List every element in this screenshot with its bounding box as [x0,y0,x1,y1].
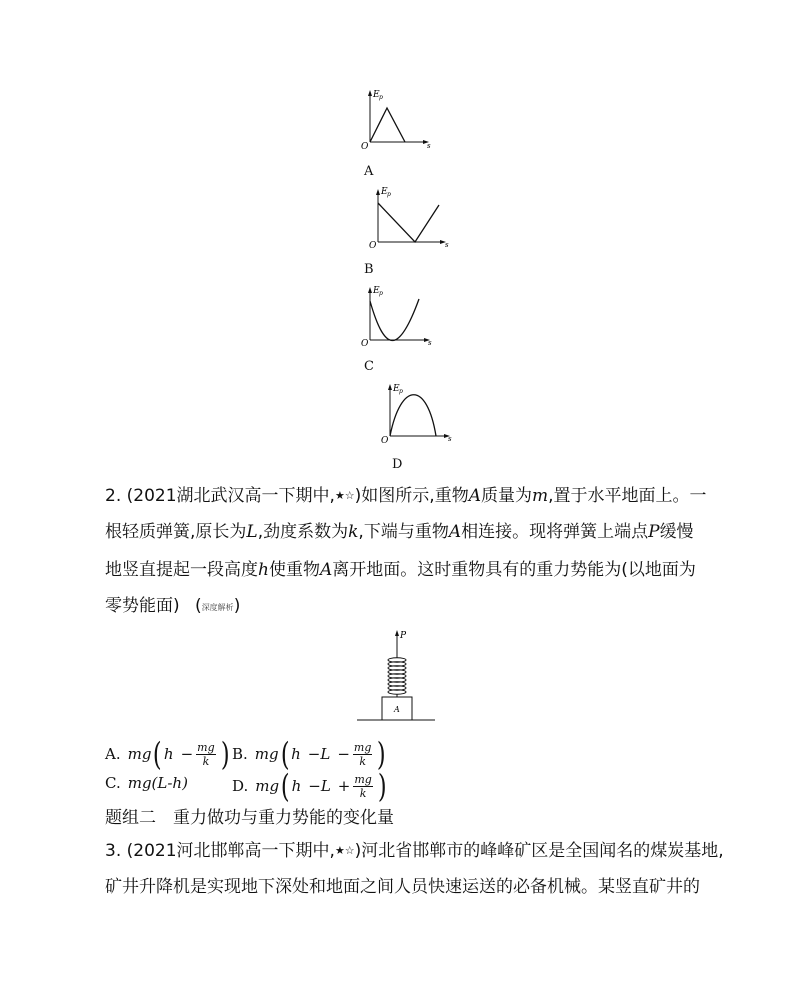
graph-a [355,88,440,154]
svg-text:E: E [373,286,380,296]
graph-d-curve [390,395,436,436]
graph-d-caption: D [392,457,403,472]
label-p: P [400,631,407,641]
svg-text:E: E [393,384,400,394]
option-b[interactable]: B. mg ( h − L − $\frac{mg}{k}$ ) [232,735,387,773]
q2-line-1: 2. (2021湖北武汉高一下期中,★☆)如图所示,重物A质量为m,置于水平地面上。一 [105,486,707,506]
svg-text:s: s [448,435,452,443]
difficulty-star-icon: ★☆ [334,489,355,502]
graph-d [375,381,460,445]
analysis-tag: 深度解析 [201,603,234,612]
section-title: 题组二 重力做功与重力势能的变化量 [105,808,394,828]
svg-text:O: O [361,339,369,348]
q2-line-3: 地竖直提起一段高度h使重物A离开地面。这时重物具有的重力势能为(以地面为 [105,560,696,580]
svg-text:s: s [445,241,449,249]
q3-line-2: 矿井升降机是实现地下深处和地面之间人员快速运送的必备机械。某竖直矿井的 [105,877,700,897]
option-d[interactable]: D. mg ( h − L + $\frac{mg}{k}$ ) [232,767,387,805]
svg-text:p: p [387,191,391,198]
option-c[interactable]: C. mg (L-h) [105,774,188,792]
spring-figure [355,628,440,730]
graph-a-caption: A [364,164,374,179]
svg-text:O: O [381,436,389,445]
svg-text:E: E [381,187,388,197]
graph-c-caption: C [364,359,374,374]
q2-line-4: 零势能面) (深度解析) [105,596,241,616]
q3-line-1: 3. (2021河北邯郸高一下期中,★☆)河北省邯郸市的峰峰矿区是全国闻名的煤炭基地, [105,841,724,861]
graph-a-curve [370,108,405,142]
svg-text:s: s [427,142,431,150]
graph-c-curve [370,299,419,341]
svg-text:A: A [394,705,400,714]
svg-text:p: p [379,94,383,101]
difficulty-star-icon: ★☆ [334,844,355,857]
graph-b-caption: B [364,262,374,277]
graph-c [355,284,440,348]
svg-text:O: O [369,241,377,251]
graph-b [363,185,453,251]
svg-text:p: p [379,290,383,297]
svg-text:O: O [361,142,369,152]
option-a[interactable]: A. mg ( h − $\frac{mg}{k}$ ) [105,735,230,773]
svg-text:p: p [399,388,403,395]
graph-b-curve [378,203,439,242]
svg-text:s: s [428,339,432,347]
q2-line-2: 根轻质弹簧,原长为L,劲度系数为k,下端与重物A相连接。现将弹簧上端点P缓慢 [105,522,694,542]
spring-coil [388,658,406,694]
graph-a-ylabel: E [373,90,380,100]
